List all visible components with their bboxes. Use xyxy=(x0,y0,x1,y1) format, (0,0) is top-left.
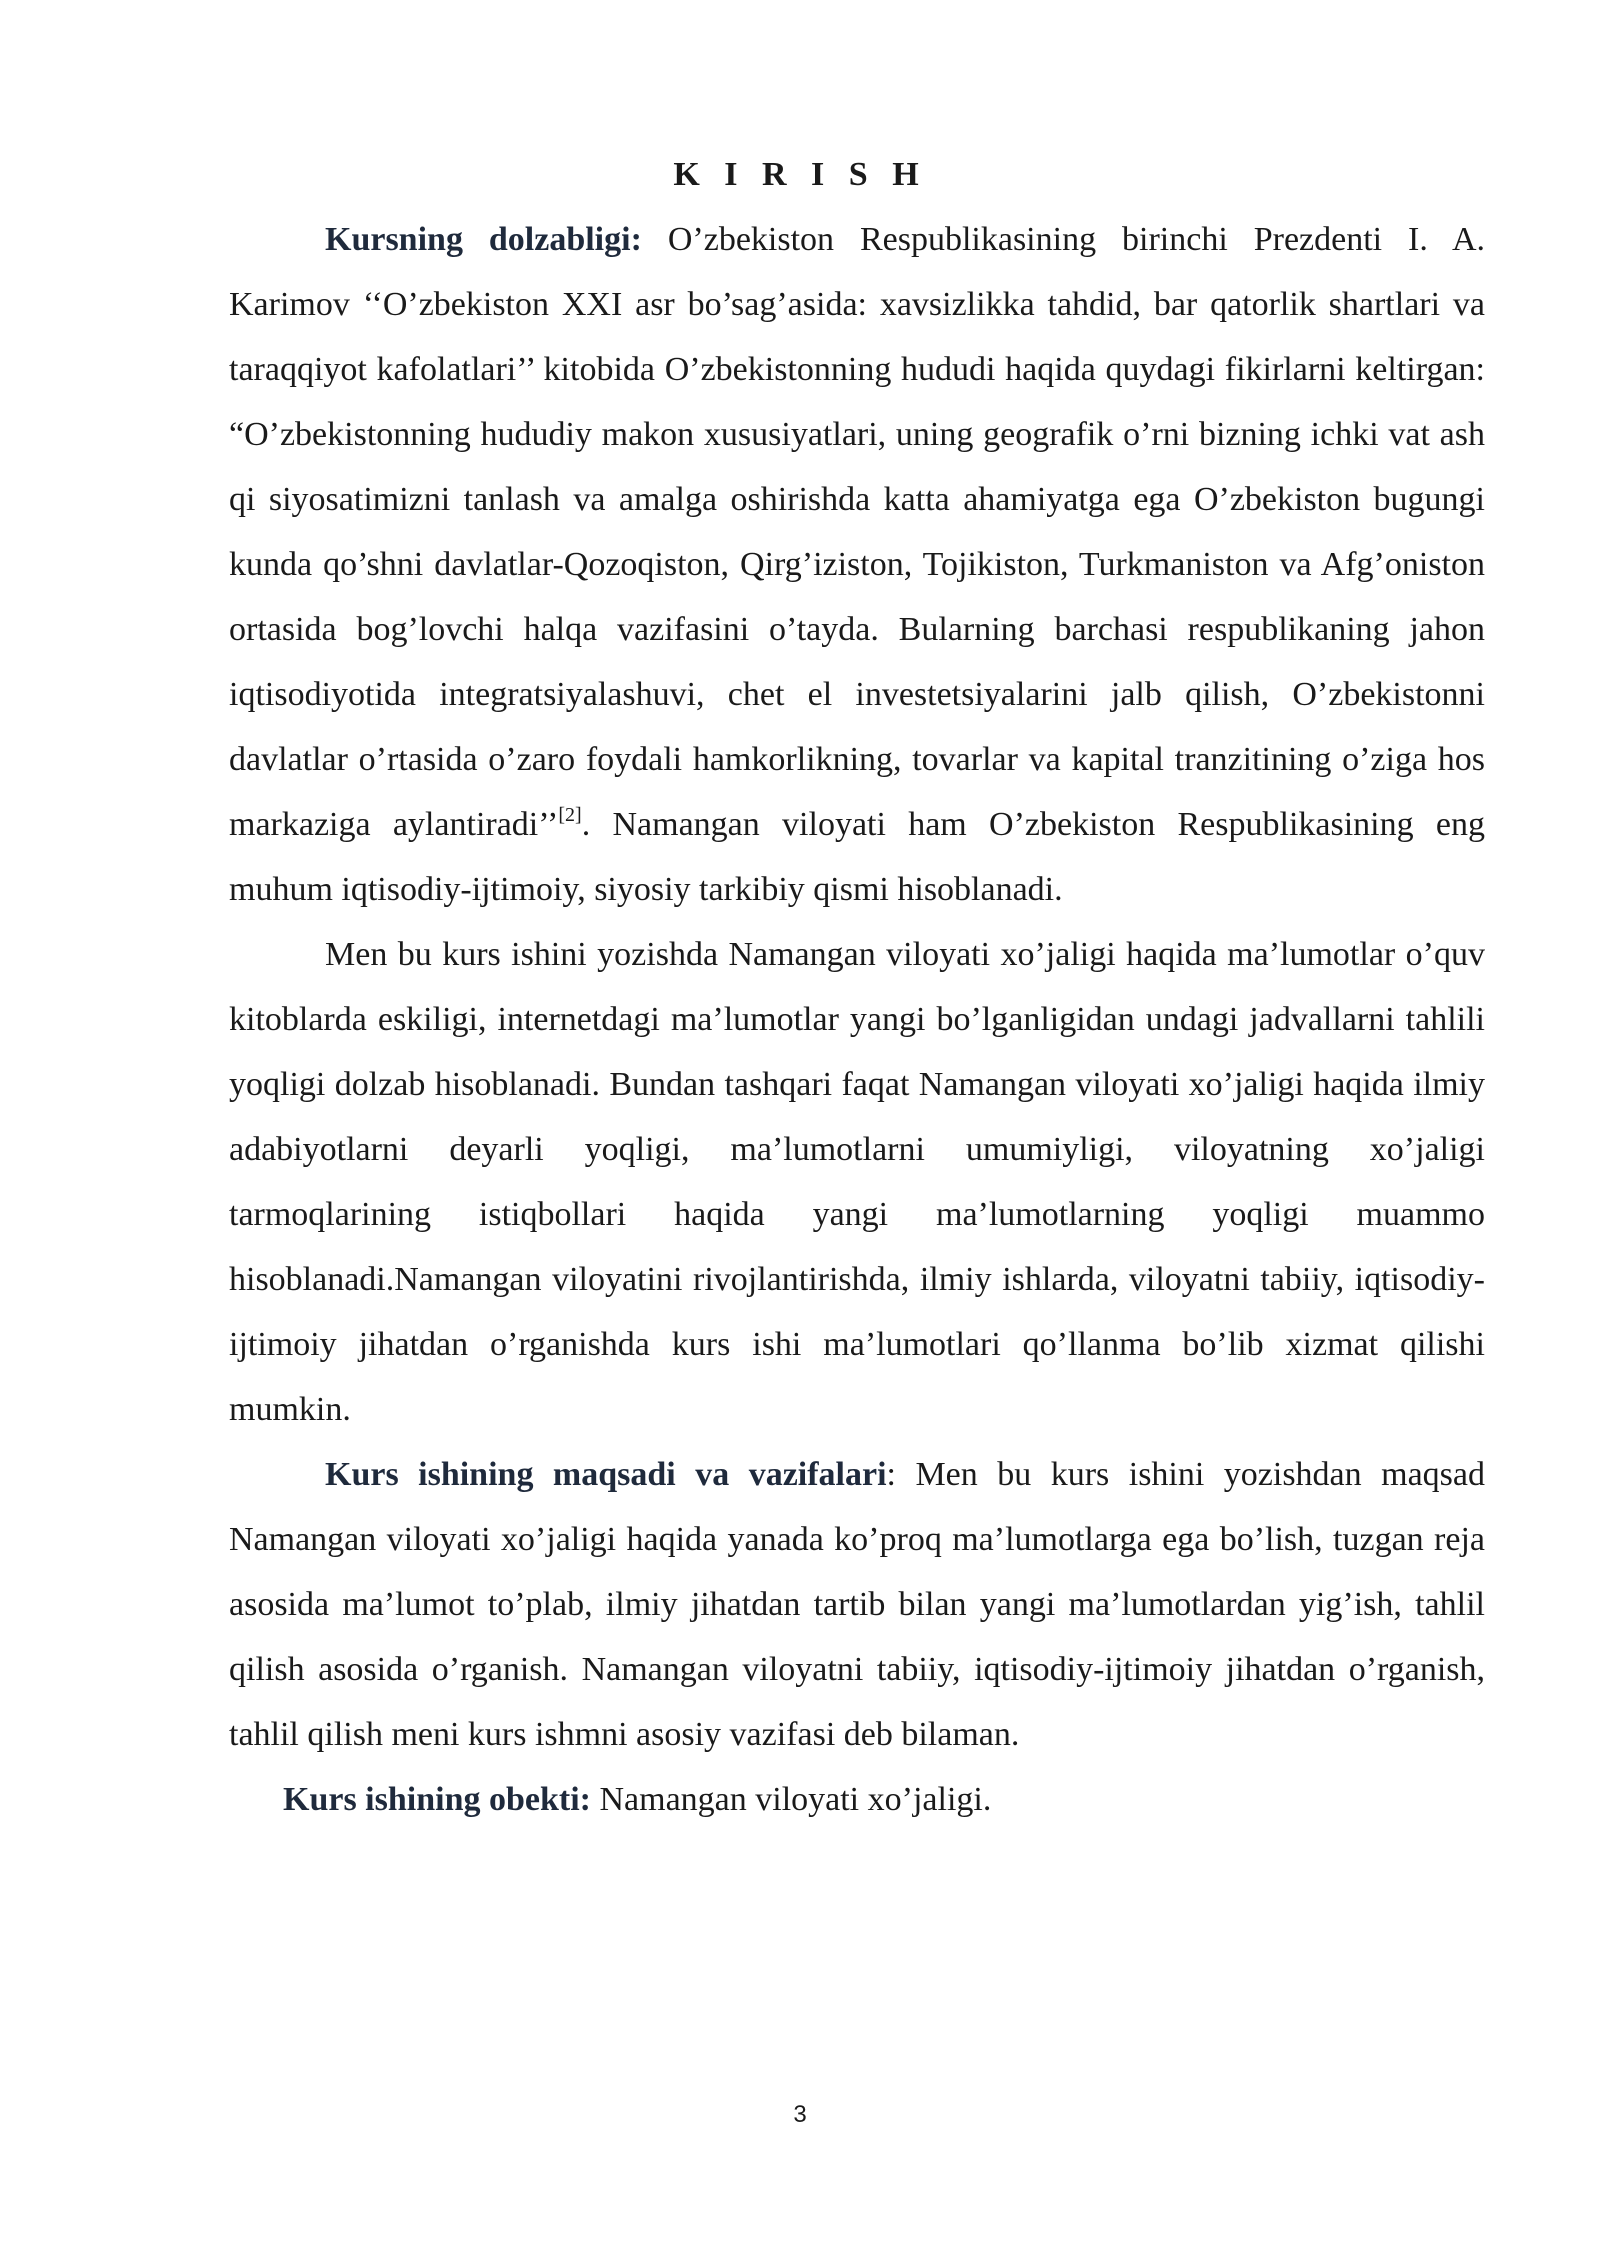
object-label: Kurs ishining obekti: xyxy=(283,1781,591,1818)
document-body xyxy=(229,207,1485,1832)
goals-text: : Men bu kurs ishini yozishdan maqsad Namangan viloyati xo’jaligi haqida yanada ko’proq ma’lumotlarga ega bo’lish, tuzgan reja asosida ma’lumot to’plab, ilmiy jihatdan tartib bilan yangi ma’lumotlardan yig’ish, tahlil qilish asosida o’rganish. Namangan viloyatni tabiiy, iqtisodiy-ijtimoiy jihatdan o’rganish, tahlil qilish meni kurs ishmni asosiy vazifasi deb bilaman. xyxy=(229,1456,1485,1753)
relevance-label: Kursning dolzabligi: xyxy=(325,221,642,258)
page-number: 3 xyxy=(793,2101,807,2128)
footnote-reference: [2] xyxy=(558,804,582,826)
page-title: K I R I S H xyxy=(673,156,927,193)
relevance-text: O’zbekiston Respublikasining birinchi Prezdenti I. A. Karimov ‘‘O’zbekiston XXI asr bo’sag’asida: xavsizlikka tahdid, bar qatorlik shartlari va taraqqiyot kafolatlari’’ kitobida O’zbekistonning hududi haqida quydagi fikirlarni keltirgan: “O’zbekistonning hududiy makon xususiyatlari, uning geografik o’rni bizning ichki vat ash qi siyosatimizni tanlash va amalga oshirishda katta ahamiyatga ega O’zbekiston bugungi kunda qo’shni davlatlar-Qozoqiston, Qirg’iziston, Tojikiston, Turkmaniston va Afg’oniston ortasida bog’lovchi halqa vazifasini o’tayda. Bularning barchasi respublikaning jahon iqtisodiyotida integratsiyalashuvi, chet el investetsiyalarini jalb qilish, O’zbekistonni davlatlar o’rtasida o’zaro foydali hamkorlikning, tovarlar va kapital tranzitining o’ziga hos markaziga aylantiradi’’ xyxy=(229,221,1485,843)
object-text: Namangan viloyati xo’jaligi. xyxy=(590,1781,992,1818)
paragraph-relevance xyxy=(229,207,1485,922)
relevance-text-continued: . Namangan viloyati ham O’zbekiston Respublikasining eng muhum iqtisodiy-ijtimoiy, siyosiy tarkibiy qismi hisoblanadi. xyxy=(229,806,1485,908)
paragraph-object xyxy=(229,1767,1485,1832)
paragraph-goals xyxy=(229,1442,1485,1767)
paragraph-motivation xyxy=(229,922,1485,1442)
motivation-text: Men bu kurs ishini yozishda Namangan viloyati xo’jaligi haqida ma’lumotlar o’quv kitoblarda eskiligi, internetdagi ma’lumotlar yangi bo’lganligidan undagi jadvallarni tahlili yoqligi dolzab hisoblanadi. Bundan tashqari faqat Namangan viloyati xo’jaligi haqida ilmiy adabiyotlarni deyarli yoqligi, ma’lumotlarni umumiyligi, viloyatning xo’jaligi tarmoqlarining istiqbollari haqida yangi ma’lumotlarning yoqligi muammo hisoblanadi.Namangan viloyatini rivojlantirishda, ilmiy ishlarda, viloyatni tabiiy, iqtisodiy-ijtimoiy jihatdan o’rganishda kurs ishi ma’lumotlari qo’llanma bo’lib xizmat qilishi mumkin. xyxy=(229,936,1485,1428)
goals-label: Kurs ishining maqsadi va vazifalari xyxy=(325,1456,887,1493)
